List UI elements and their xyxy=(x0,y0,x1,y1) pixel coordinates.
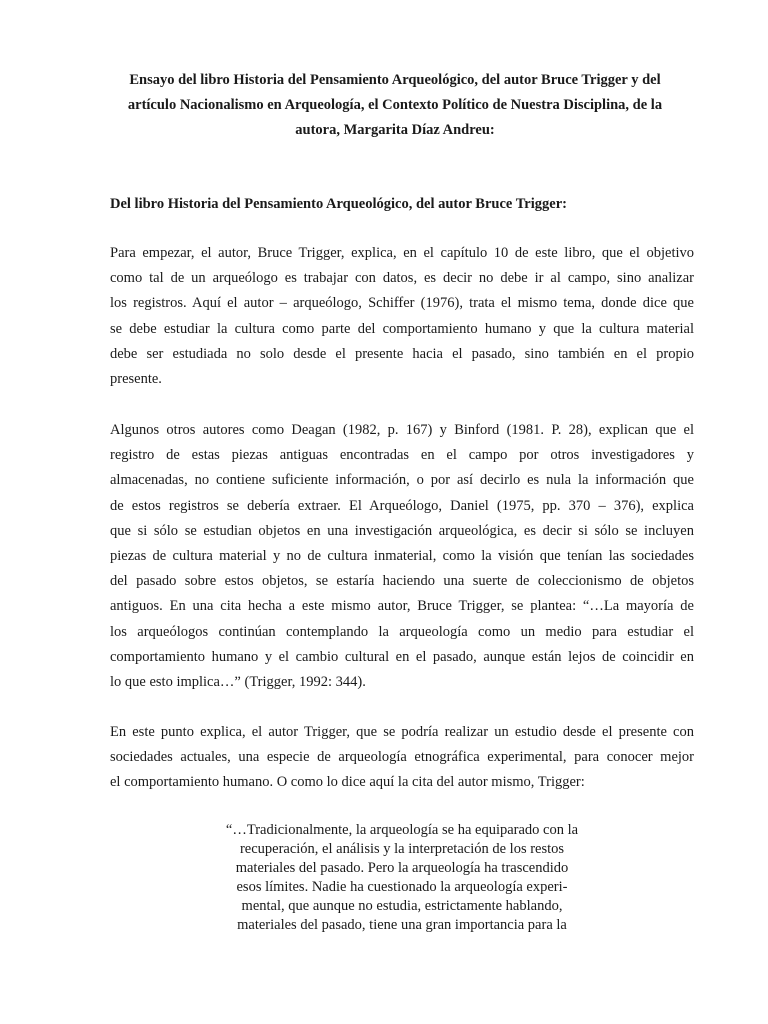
quote-line: recuperación, el análisis y la interpretación de los restos xyxy=(239,841,565,857)
paragraph-line: de estos registros se debería extraer. El Arqueólogo, Daniel (1975, pp. 370 – 376), explica xyxy=(110,497,694,514)
quote-line: “…Tradicionalmente, la arqueología se ha equiparado con la xyxy=(225,822,579,838)
paragraph-2 xyxy=(110,418,694,695)
paragraph-line: sociedades actuales, una especie de arqueología etnográfica experimental, para conocer mejor xyxy=(110,749,694,766)
paragraph-line: Algunos otros autores como Deagan (1982, p. 167) y Binford (1981. P. 28), explican que el xyxy=(110,422,694,438)
paragraph-line: los registros. Aquí el autor – arqueólogo, Schiffer (1976), trata el mismo tema, donde dice que xyxy=(110,295,694,312)
document-title xyxy=(100,68,690,143)
paragraph-line: debe ser estudiada no solo desde el presente hacia el pasado, sino también en el propio xyxy=(110,345,694,362)
paragraph-line: presente. xyxy=(110,371,162,388)
paragraph-line: antiguos. En una cita hecha a este mismo autor, Bruce Trigger, se plantea: “…La mayoría de xyxy=(110,598,694,615)
quote-line: materiales del pasado, tiene una gran importancia para la xyxy=(237,917,567,933)
block-quote xyxy=(212,821,592,935)
paragraph-line: registro de estas piezas antiguas encontradas en el campo por otros investigadores y xyxy=(110,447,694,464)
paragraph-line: almacenadas, no contiene suficiente información, o por así decirlo es nula la información que xyxy=(110,472,694,489)
section-heading: Del libro Historia del Pensamiento Arqueológico, del autor Bruce Trigger: xyxy=(110,196,567,212)
paragraph-line: En este punto explica, el autor Trigger, que se podría realizar un estudio desde el presente con xyxy=(110,724,694,740)
paragraph-line: el comportamiento humano. O como lo dice aquí la cita del autor mismo, Trigger: xyxy=(110,774,585,791)
quote-line: materiales del pasado. Pero la arqueología ha trascendido xyxy=(235,860,569,876)
paragraph-line: como tal de un arqueólogo es trabajar con datos, es decir no debe ir al campo, sino analizar xyxy=(110,270,694,287)
paragraph-line: que si sólo se estudian objetos en una investigación arqueológica, es decir si sólo se incluyen xyxy=(110,522,694,539)
title-line: Ensayo del libro Historia del Pensamiento Arqueológico, del autor Bruce Trigger y del xyxy=(129,72,661,88)
title-line: artículo Nacionalismo en Arqueología, el Contexto Político de Nuestra Disciplina, de la xyxy=(127,97,663,113)
paragraph-line: lo que esto implica…” (Trigger, 1992: 344). xyxy=(110,674,366,691)
quote-line: mental, que aunque no estudia, estrictamente hablando, xyxy=(241,898,563,914)
paragraph-line: Para empezar, el autor, Bruce Trigger, explica, en el capítulo 10 de este libro, que el objetivo xyxy=(110,245,694,261)
paragraph-line: piezas de cultura material y no de cultura inmaterial, como la visión que tenían las sociedades xyxy=(110,548,694,565)
paragraph-line: los arqueólogos continúan contemplando la arqueología como un medio para estudiar el xyxy=(110,623,694,640)
quote-line: esos límites. Nadie ha cuestionado la arqueología experi- xyxy=(236,879,568,895)
paragraph-line: se debe estudiar la cultura como parte del comportamiento humano y que la cultura material xyxy=(110,320,694,337)
paragraph-line: comportamiento humano y el cambio cultural en el pasado, aunque están lejos de coincidir en xyxy=(110,648,694,665)
paragraph-1 xyxy=(110,241,694,392)
title-line: autora, Margarita Díaz Andreu: xyxy=(295,122,495,138)
paragraph-3 xyxy=(110,720,694,796)
paragraph-line: del pasado sobre estos objetos, se estaría haciendo una suerte de coleccionismo de objetos xyxy=(110,573,694,590)
